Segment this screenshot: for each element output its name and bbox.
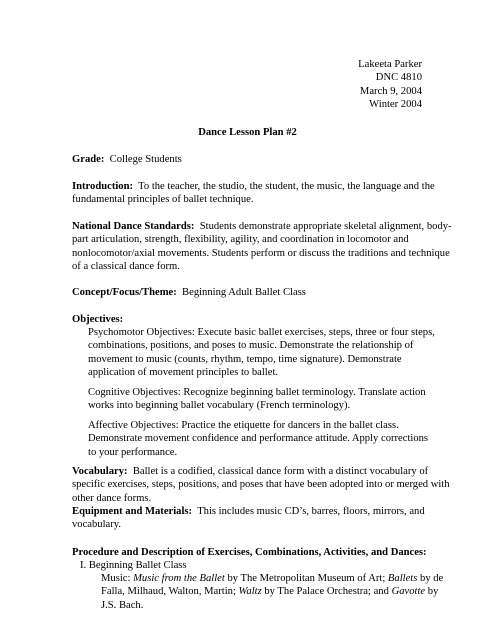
objective-line: Psychomotor Objectives: Execute basic ballet exercises, steps, three or four steps, (88, 327, 435, 338)
objective-line: Demonstrate movement confidence and performance attitude. Apply corrections (88, 433, 429, 445)
objective-line: combinations, positions, and poses to music. Demonstrate the relationship of (88, 340, 414, 352)
music-work: Ballets (387, 573, 418, 584)
standards-line: nonlocomotor/axial movements. Students perform or discuss the traditions and technique (72, 247, 450, 259)
vocabulary-line: Ballet is a codified, classical dance form with a distinct vocabulary of (132, 466, 429, 477)
affective-objectives (88, 419, 429, 459)
standards-line: of a classical dance form. (72, 260, 180, 272)
music-credit: Falla, Milhaud, Walton, Martin; (101, 586, 236, 598)
concept-section (72, 286, 424, 299)
procedure-item (80, 559, 432, 572)
objective-line: to your performance. (88, 446, 178, 458)
standards-line: Students demonstrate appropriate skeletal alignment, body- (199, 221, 452, 232)
document-date: March 9, 2004 (359, 85, 422, 97)
introduction-section (72, 180, 435, 207)
standards-section (72, 220, 452, 273)
objective-line: works into beginning ballet vocabulary (French terminology). (88, 400, 351, 412)
vocabulary-label: Vocabulary: (72, 466, 128, 477)
grade-section (72, 153, 424, 166)
grade-value: College Students (109, 154, 182, 165)
term: Winter 2004 (369, 98, 422, 110)
procedure-item-title: I. Beginning Ballet Class (80, 560, 187, 571)
concept-value: Beginning Adult Ballet Class (182, 287, 306, 298)
objective-line: Cognitive Objectives: Recognize beginning ballet terminology. Translate action (88, 387, 426, 398)
objective-line: application of movement principles to ballet. (88, 366, 279, 378)
standards-line: part articulation, strength, flexibility, agility, and coordination in locomotor and (72, 234, 409, 246)
music-credit: by de (420, 573, 444, 584)
procedure-section (72, 546, 427, 559)
vocabulary-section (72, 465, 450, 505)
music-work: Music from the Ballet (133, 573, 225, 584)
vocabulary-line: specific exercises, steps, positions, and poses that have been adopted into or merged with (72, 479, 450, 491)
grade-label: Grade: (72, 154, 105, 165)
vocabulary-line: other dance forms. (72, 492, 152, 504)
music-credit: by (427, 586, 439, 598)
equipment-label: Equipment and Materials: (72, 506, 193, 517)
course-code: DNC 4810 (375, 72, 422, 84)
equipment-section (72, 505, 424, 532)
objectives-label: Objectives: (72, 314, 124, 325)
cognitive-objectives (88, 386, 424, 413)
objectives-heading (72, 313, 424, 326)
introduction-line: To the teacher, the studio, the student, the music, the language and the (138, 181, 435, 192)
author-header (250, 58, 422, 111)
objective-line: Affective Objectives: Practice the etiquette for dancers in the ballet class. (88, 420, 399, 431)
music-work: Waltz (238, 586, 262, 598)
standards-label: National Dance Standards: (72, 221, 195, 232)
music-credit: J.S. Bach. (101, 599, 144, 611)
equipment-line: This includes music CD’s, barres, floors, mirrors, and (197, 506, 425, 517)
introduction-line: fundamental principles of ballet technique. (72, 194, 254, 206)
document-title: Dance Lesson Plan #2 (198, 127, 297, 138)
concept-label: Concept/Focus/Theme: (72, 287, 177, 298)
music-credit: by The Metropolitan Museum of Art; (227, 573, 386, 584)
introduction-label: Introduction: (72, 181, 134, 192)
music-credit: by The Palace Orchestra; and (264, 586, 389, 598)
psychomotor-objectives (88, 326, 435, 379)
music-label: Music: (101, 573, 131, 584)
music-work: Gavotte (391, 586, 426, 598)
procedure-music (101, 572, 444, 612)
objective-line: movement to music (counts, rhythm, tempo, time signature). Demonstrate (88, 353, 402, 365)
equipment-line: vocabulary. (72, 519, 122, 531)
author-name: Lakeeta Parker (358, 59, 422, 70)
procedure-heading: Procedure and Description of Exercises, Combinations, Activities, and Dances: (72, 547, 427, 558)
